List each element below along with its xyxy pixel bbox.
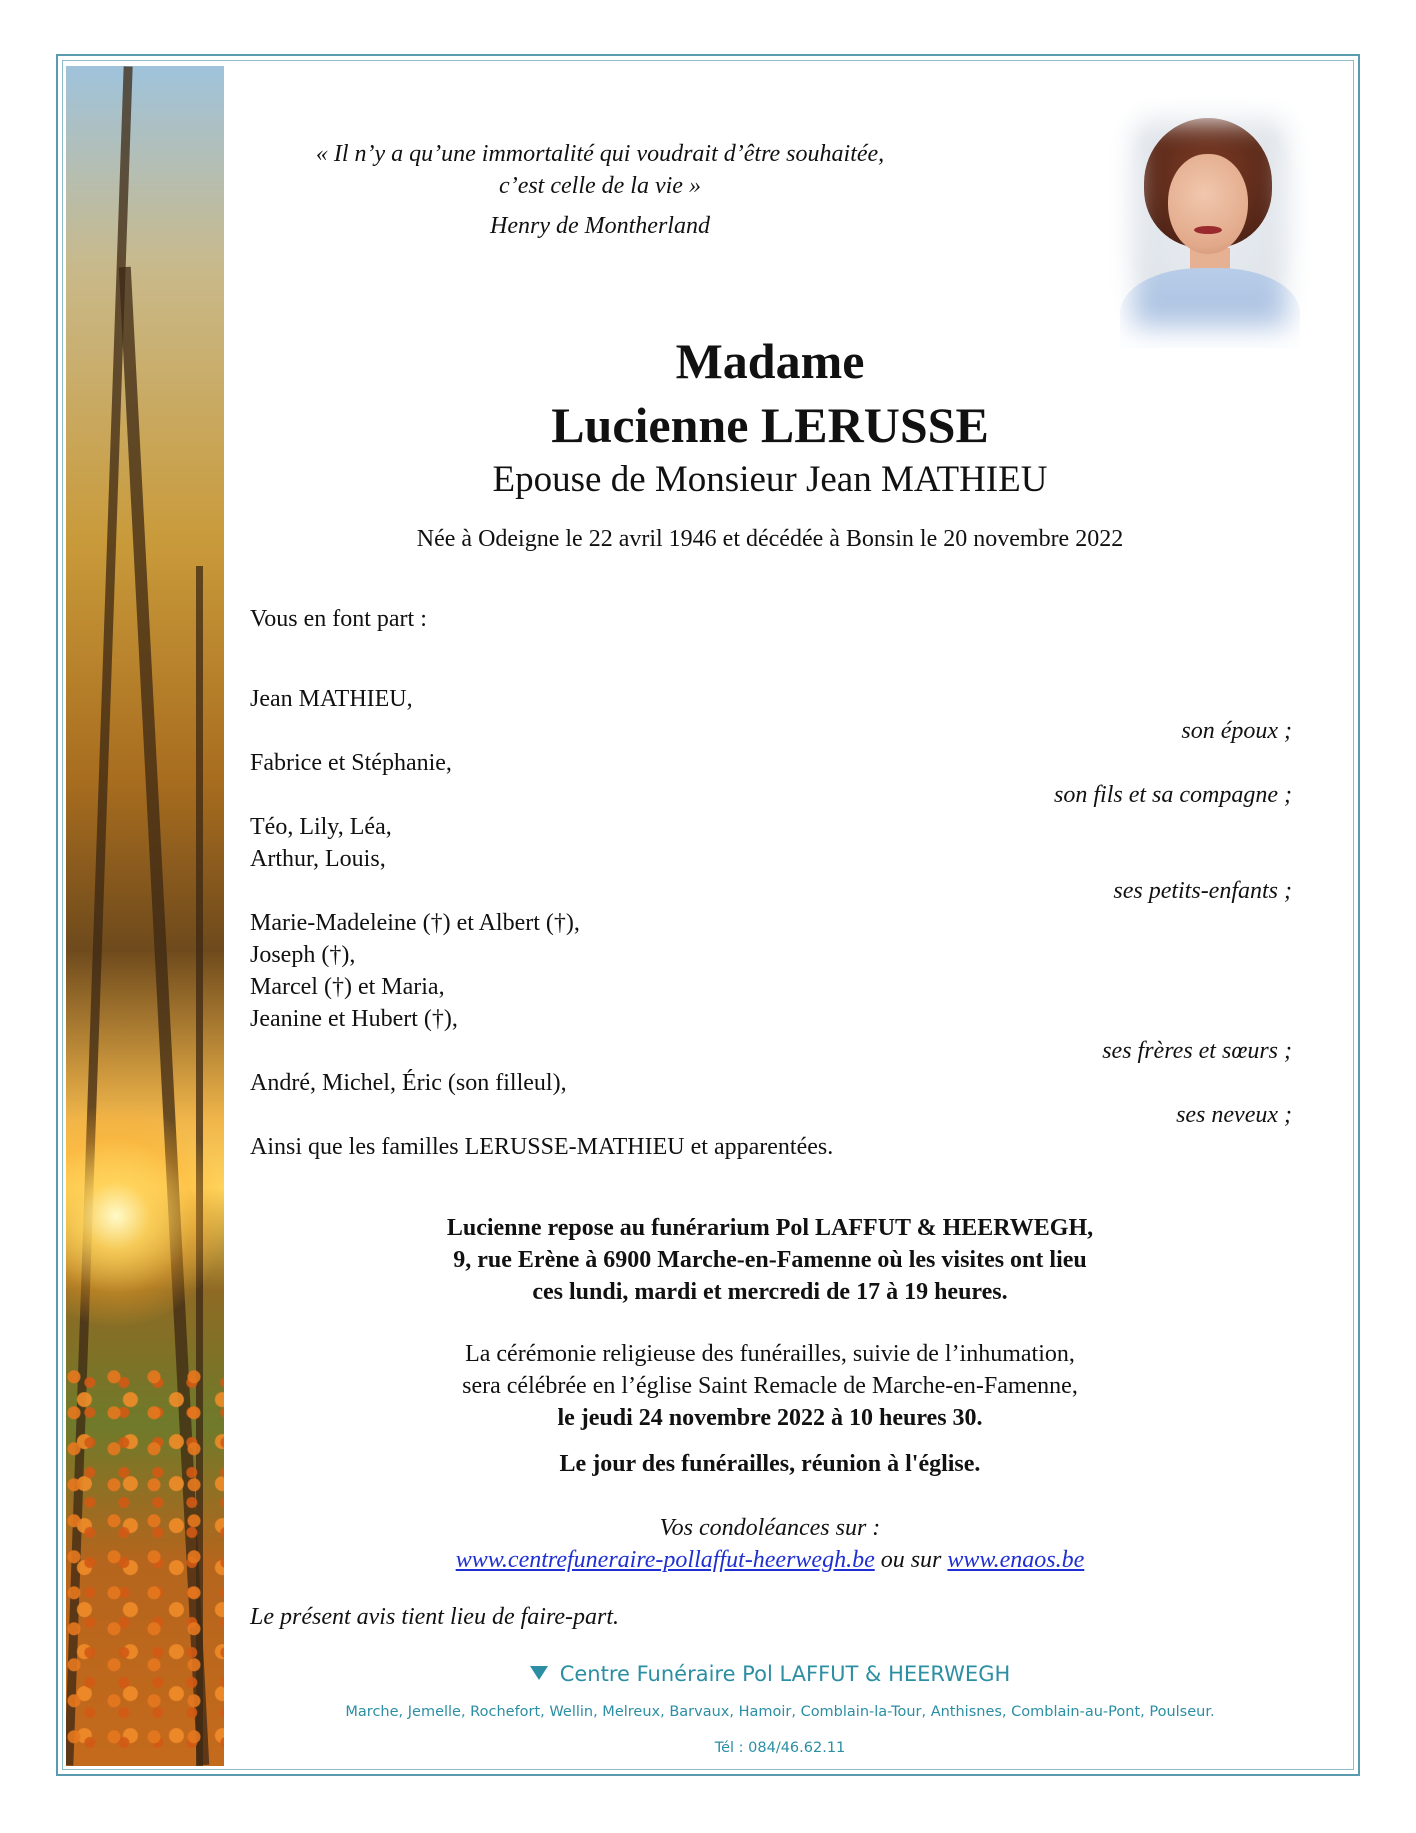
family-relation: son époux ; bbox=[1181, 718, 1292, 744]
family-relation: son fils et sa compagne ; bbox=[1054, 782, 1292, 808]
footer-locations: Marche, Jemelle, Rochefort, Wellin, Melreux, Barvaux, Hamoir, Comblain-la-Tour, Anthisnes, Comblain-au-Pont, Poulseur. bbox=[345, 1704, 1215, 1720]
family-member-line: André, Michel, Éric (son filleul), bbox=[250, 1070, 567, 1096]
deceased-title: Madame bbox=[675, 333, 865, 389]
family-member-line: Jeanine et Hubert (†), bbox=[250, 1006, 458, 1032]
family-member-line: Arthur, Louis, bbox=[250, 846, 386, 872]
footer-name-text: Centre Funéraire Pol LAFFUT & HEERWEGH bbox=[559, 1662, 1011, 1686]
ceremony-date: le jeudi 24 novembre 2022 à 10 heures 30. bbox=[557, 1405, 983, 1431]
triangle-down-icon bbox=[530, 1666, 548, 1680]
quote-line-1: « Il n’y a qu’une immortalité qui voudrait d’être souhaitée, bbox=[315, 141, 885, 167]
family-member-line: Marcel (†) et Maria, bbox=[250, 974, 445, 1000]
enaos-link[interactable]: www.enaos.be bbox=[947, 1547, 1085, 1573]
announcement-intro: Vous en font part : bbox=[250, 606, 427, 632]
condolences-label: Vos condoléances sur : bbox=[659, 1515, 881, 1541]
footer-funeral-center bbox=[360, 1662, 1180, 1686]
church-meeting: Le jour des funérailles, réunion à l'église. bbox=[559, 1451, 981, 1477]
family-relation: ses neveux ; bbox=[1176, 1102, 1292, 1128]
spouse-line: Epouse de Monsieur Jean MATHIEU bbox=[492, 459, 1048, 500]
family-member-line: Marie-Madeleine (†) et Albert (†), bbox=[250, 910, 580, 936]
quote-line-2: c’est celle de la vie » bbox=[499, 173, 701, 199]
family-member-line: Joseph (†), bbox=[250, 942, 356, 968]
family-member-line: Jean MATHIEU, bbox=[250, 686, 413, 712]
quote-author: Henry de Montherland bbox=[490, 213, 710, 239]
notice-text: Le présent avis tient lieu de faire-part. bbox=[250, 1604, 620, 1630]
families-line: Ainsi que les familles LERUSSE-MATHIEU et apparentées. bbox=[250, 1134, 834, 1160]
family-relation: ses petits-enfants ; bbox=[1113, 878, 1292, 904]
ceremony-line-1: La cérémonie religieuse des funérailles, suivie de l’inhumation, bbox=[465, 1341, 1075, 1367]
autumn-forest-image bbox=[66, 66, 224, 1766]
visitation-line-2: 9, rue Erène à 6900 Marche-en-Famenne où les visites ont lieu bbox=[453, 1247, 1087, 1273]
footer-phone: Tél : 084/46.62.11 bbox=[714, 1740, 846, 1756]
funeral-center-link[interactable]: www.centrefuneraire-pollaffut-heerwegh.be bbox=[455, 1547, 875, 1573]
visitation-line-1: Lucienne repose au funérarium Pol LAFFUT & HEERWEGH, bbox=[446, 1215, 1094, 1241]
condolences-or: ou sur bbox=[874, 1547, 948, 1573]
ceremony-line-2: sera célébrée en l’église Saint Remacle de Marche-en-Famenne, bbox=[462, 1373, 1078, 1399]
condolences-links bbox=[320, 1544, 1220, 1576]
family-member-line: Téo, Lily, Léa, bbox=[250, 814, 392, 840]
birth-death-dates: Née à Odeigne le 22 avril 1946 et décédée à Bonsin le 20 novembre 2022 bbox=[416, 526, 1124, 552]
visitation-line-3: ces lundi, mardi et mercredi de 17 à 19 heures. bbox=[532, 1279, 1008, 1305]
portrait-photo bbox=[1110, 98, 1310, 348]
family-relation: ses frères et sœurs ; bbox=[1102, 1038, 1292, 1064]
family-member-line: Fabrice et Stéphanie, bbox=[250, 750, 452, 776]
deceased-name: Lucienne LERUSSE bbox=[551, 397, 989, 453]
